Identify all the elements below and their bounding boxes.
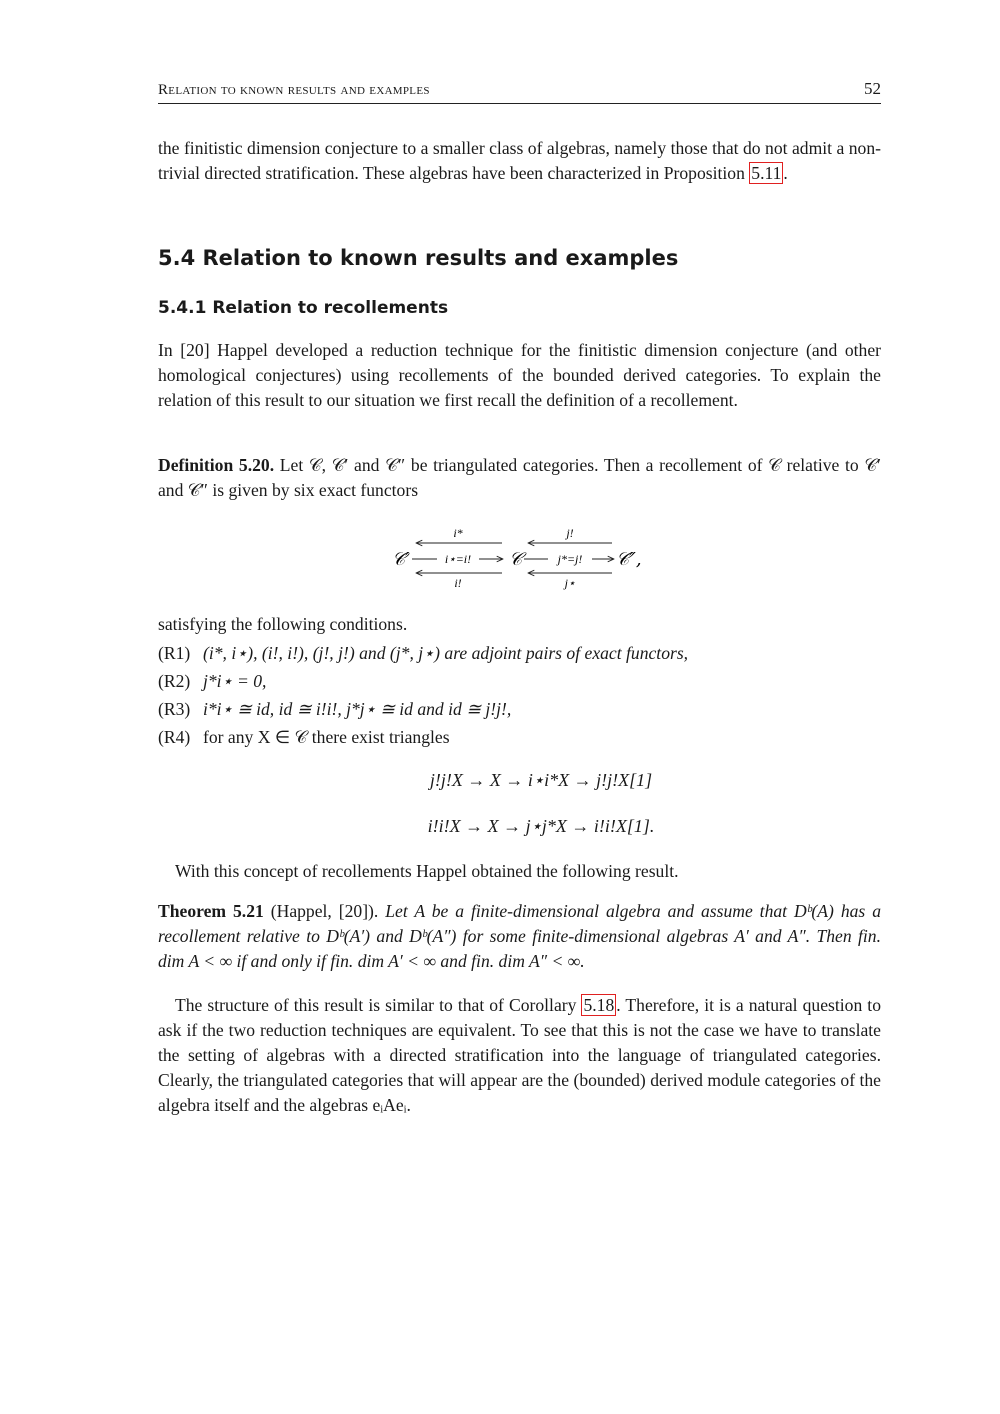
page-number: 52 bbox=[864, 79, 881, 98]
label-j-star-eq-j-shriek: j*=j! bbox=[557, 552, 583, 566]
proposition-link[interactable]: 5.11 bbox=[751, 163, 782, 183]
condition-text: for any X ∈ 𝒞 there exist triangles bbox=[203, 727, 450, 747]
structure-text-start: The structure of this result is similar to that of Corollary bbox=[175, 995, 577, 1015]
label-i-star: i* bbox=[453, 526, 463, 540]
section-heading: 5.4 Relation to known results and examples bbox=[158, 246, 679, 270]
definition-label: Definition 5.20. bbox=[158, 455, 275, 475]
corollary-link[interactable]: 5.18 bbox=[583, 995, 615, 1015]
condition-label: (R4) bbox=[158, 727, 191, 747]
label-j-lower-star: j⋆ bbox=[564, 576, 576, 590]
happel-result-intro: With this concept of recollements Happel obtained the following result. bbox=[175, 861, 679, 881]
label-i-shriek: i! bbox=[454, 576, 462, 590]
condition-label: (R1) bbox=[158, 643, 191, 663]
theorem-text: Let A be a finite-dimensional algebra and assume that Dᵇ(A) has a recollement relative to Dᵇ(A′) and Dᵇ(A″) for some finite-dimensional algebras A′ and A″. Then fin. dim A < ∞ if and only if fin. dim A′ < ∞ and fin. dim A″ < ∞. bbox=[158, 901, 881, 971]
intro-text: the finitistic dimension conjecture to a smaller class of algebras, namely those that do not admit a non-trivial directed stratification. These algebras have been characterized in Proposition bbox=[158, 138, 881, 183]
condition-label: (R2) bbox=[158, 671, 191, 691]
structure-paragraph bbox=[158, 993, 881, 1118]
category-c: 𝒞 bbox=[509, 549, 523, 570]
theorem-attribution: (Happel, [20]). bbox=[270, 901, 379, 921]
running-header-title: Relation to known results and examples bbox=[158, 82, 430, 98]
category-c-double-prime: 𝒞″, bbox=[616, 549, 642, 570]
intro-paragraph bbox=[158, 136, 881, 186]
running-header bbox=[158, 79, 881, 104]
structure-text-rest: . Therefore, it is a natural question to ask if the two reduction techniques are equivalent. To see that this is not the case we have to translate the setting of algebras with a directed stratification into the language of triangulated categories. Clearly, the triangulated categories that will appear are the (bounded) derived module categories of the algebra itself and the algebras eᵢAeᵢ. bbox=[158, 995, 881, 1115]
theorem-block bbox=[158, 899, 881, 974]
condition-r2 bbox=[158, 669, 266, 694]
theorem-label: Theorem 5.21 bbox=[158, 901, 264, 921]
condition-r3 bbox=[158, 697, 511, 722]
paper-page bbox=[158, 0, 881, 1414]
label-j-shriek: j! bbox=[566, 526, 574, 540]
condition-label: (R3) bbox=[158, 699, 191, 719]
condition-text: i*i⋆ ≅ id, id ≅ i!i!, j*j⋆ ≅ id and id ≅ j!j!, bbox=[203, 699, 512, 719]
condition-r1 bbox=[158, 641, 688, 666]
triangle-equation-2: i!i!X → X → j⋆j*X → i!i!X[1]. bbox=[427, 816, 655, 836]
definition-block bbox=[158, 453, 881, 503]
conditions-intro: satisfying the following conditions. bbox=[158, 614, 408, 634]
condition-text: j*i⋆ = 0, bbox=[203, 671, 267, 691]
subsection-heading: 5.4.1 Relation to recollements bbox=[158, 298, 449, 318]
triangle-equation-1: j!j!X → X → i⋆i*X → j!j!X[1] bbox=[429, 770, 653, 790]
condition-text: (i*, i⋆), (i!, i!), (j!, j!) and (j*, j⋆) are adjoint pairs of exact functors, bbox=[203, 643, 689, 663]
category-c-prime: 𝒞′ bbox=[392, 549, 410, 570]
intro-end: . bbox=[783, 163, 788, 183]
recollement-diagram bbox=[388, 522, 658, 594]
label-i-star-eq-i-shriek: i⋆=i! bbox=[444, 552, 472, 566]
definition-text: Let 𝒞, 𝒞′ and 𝒞″ be triangulated categories. Then a recollement of 𝒞 relative to 𝒞′ and 𝒞″ is given by six exact functors bbox=[158, 455, 881, 500]
intro-recollement-paragraph: In [20] Happel developed a reduction technique for the finitistic dimension conjecture (and other homological conjectures) using recollements of the bounded derived categories. To explain the relation of this result to our situation we first recall the definition of a recollement. bbox=[158, 340, 881, 410]
condition-r4 bbox=[158, 725, 450, 750]
